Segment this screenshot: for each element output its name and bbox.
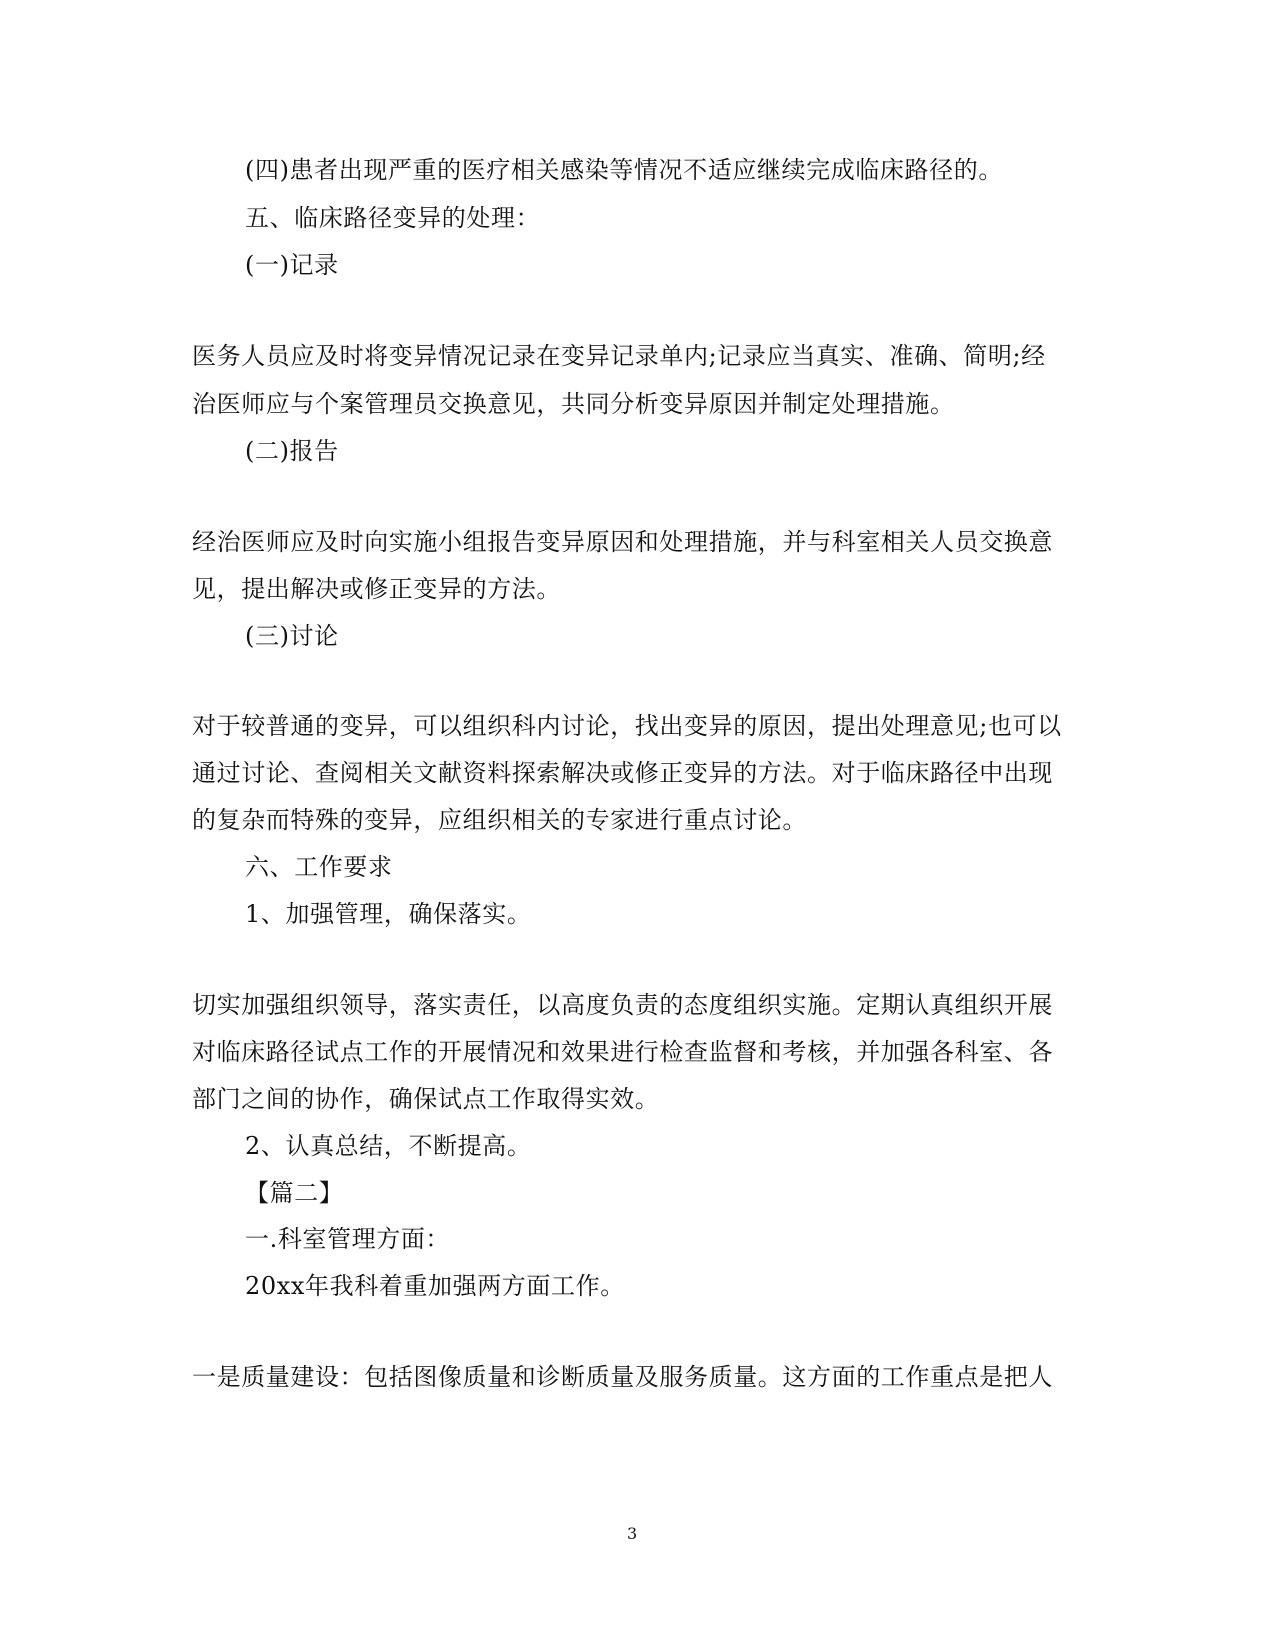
subsection-heading: 1、加强管理，确保落实。 (245, 900, 532, 928)
subsection-heading: (三)讨论 (245, 622, 339, 650)
text-line: 一是质量建设：包括图像质量和诊断质量及服务质量。这方面的工作重点是把人 (192, 1363, 1053, 1391)
text-line: 部门之间的协作，确保试点工作取得实效。 (192, 1085, 660, 1113)
text-line: (四)患者出现严重的医疗相关感染等情况不适应继续完成临床路径的。 (245, 156, 1003, 184)
section-heading: 五、临床路径变异的处理： (245, 204, 541, 232)
text-line: 对于较普通的变异，可以组织科内讨论，找出变异的原因，提出处理意见;也可以 (192, 712, 1062, 740)
subsection-heading: (一)记录 (245, 251, 339, 279)
text-line: 切实加强组织领导，落实责任，以高度负责的态度组织实施。定期认真组织开展 (192, 991, 1053, 1019)
text-line: 的复杂而特殊的变异，应组织相关的专家进行重点讨论。 (192, 806, 807, 834)
section-heading: 一.科室管理方面： (245, 1225, 451, 1253)
part-heading: 【篇二】 (245, 1179, 344, 1207)
subsection-heading: (二)报告 (245, 437, 339, 465)
page-number: 3 (627, 1524, 638, 1543)
text-line: 治医师应与个案管理员交换意见，共同分析变异原因并制定处理措施。 (192, 390, 955, 418)
text-line: 通过讨论、查阅相关文献资料探索解决或修正变异的方法。对于临床路径中出现 (192, 759, 1053, 787)
text-line: 医务人员应及时将变异情况记录在变异记录单内;记录应当真实、准确、简明;经 (192, 342, 1046, 370)
section-heading: 六、工作要求 (245, 853, 393, 881)
text-line: 经治医师应及时向实施小组报告变异原因和处理措施，并与科室相关人员交换意 (192, 528, 1053, 556)
subsection-heading: 2、认真总结，不断提高。 (245, 1132, 532, 1160)
text-line: 见，提出解决或修正变异的方法。 (192, 575, 561, 603)
text-line: 20xx年我科着重加强两方面工作。 (245, 1272, 625, 1300)
text-line: 对临床路径试点工作的开展情况和效果进行检查监督和考核，并加强各科室、各 (192, 1038, 1053, 1066)
